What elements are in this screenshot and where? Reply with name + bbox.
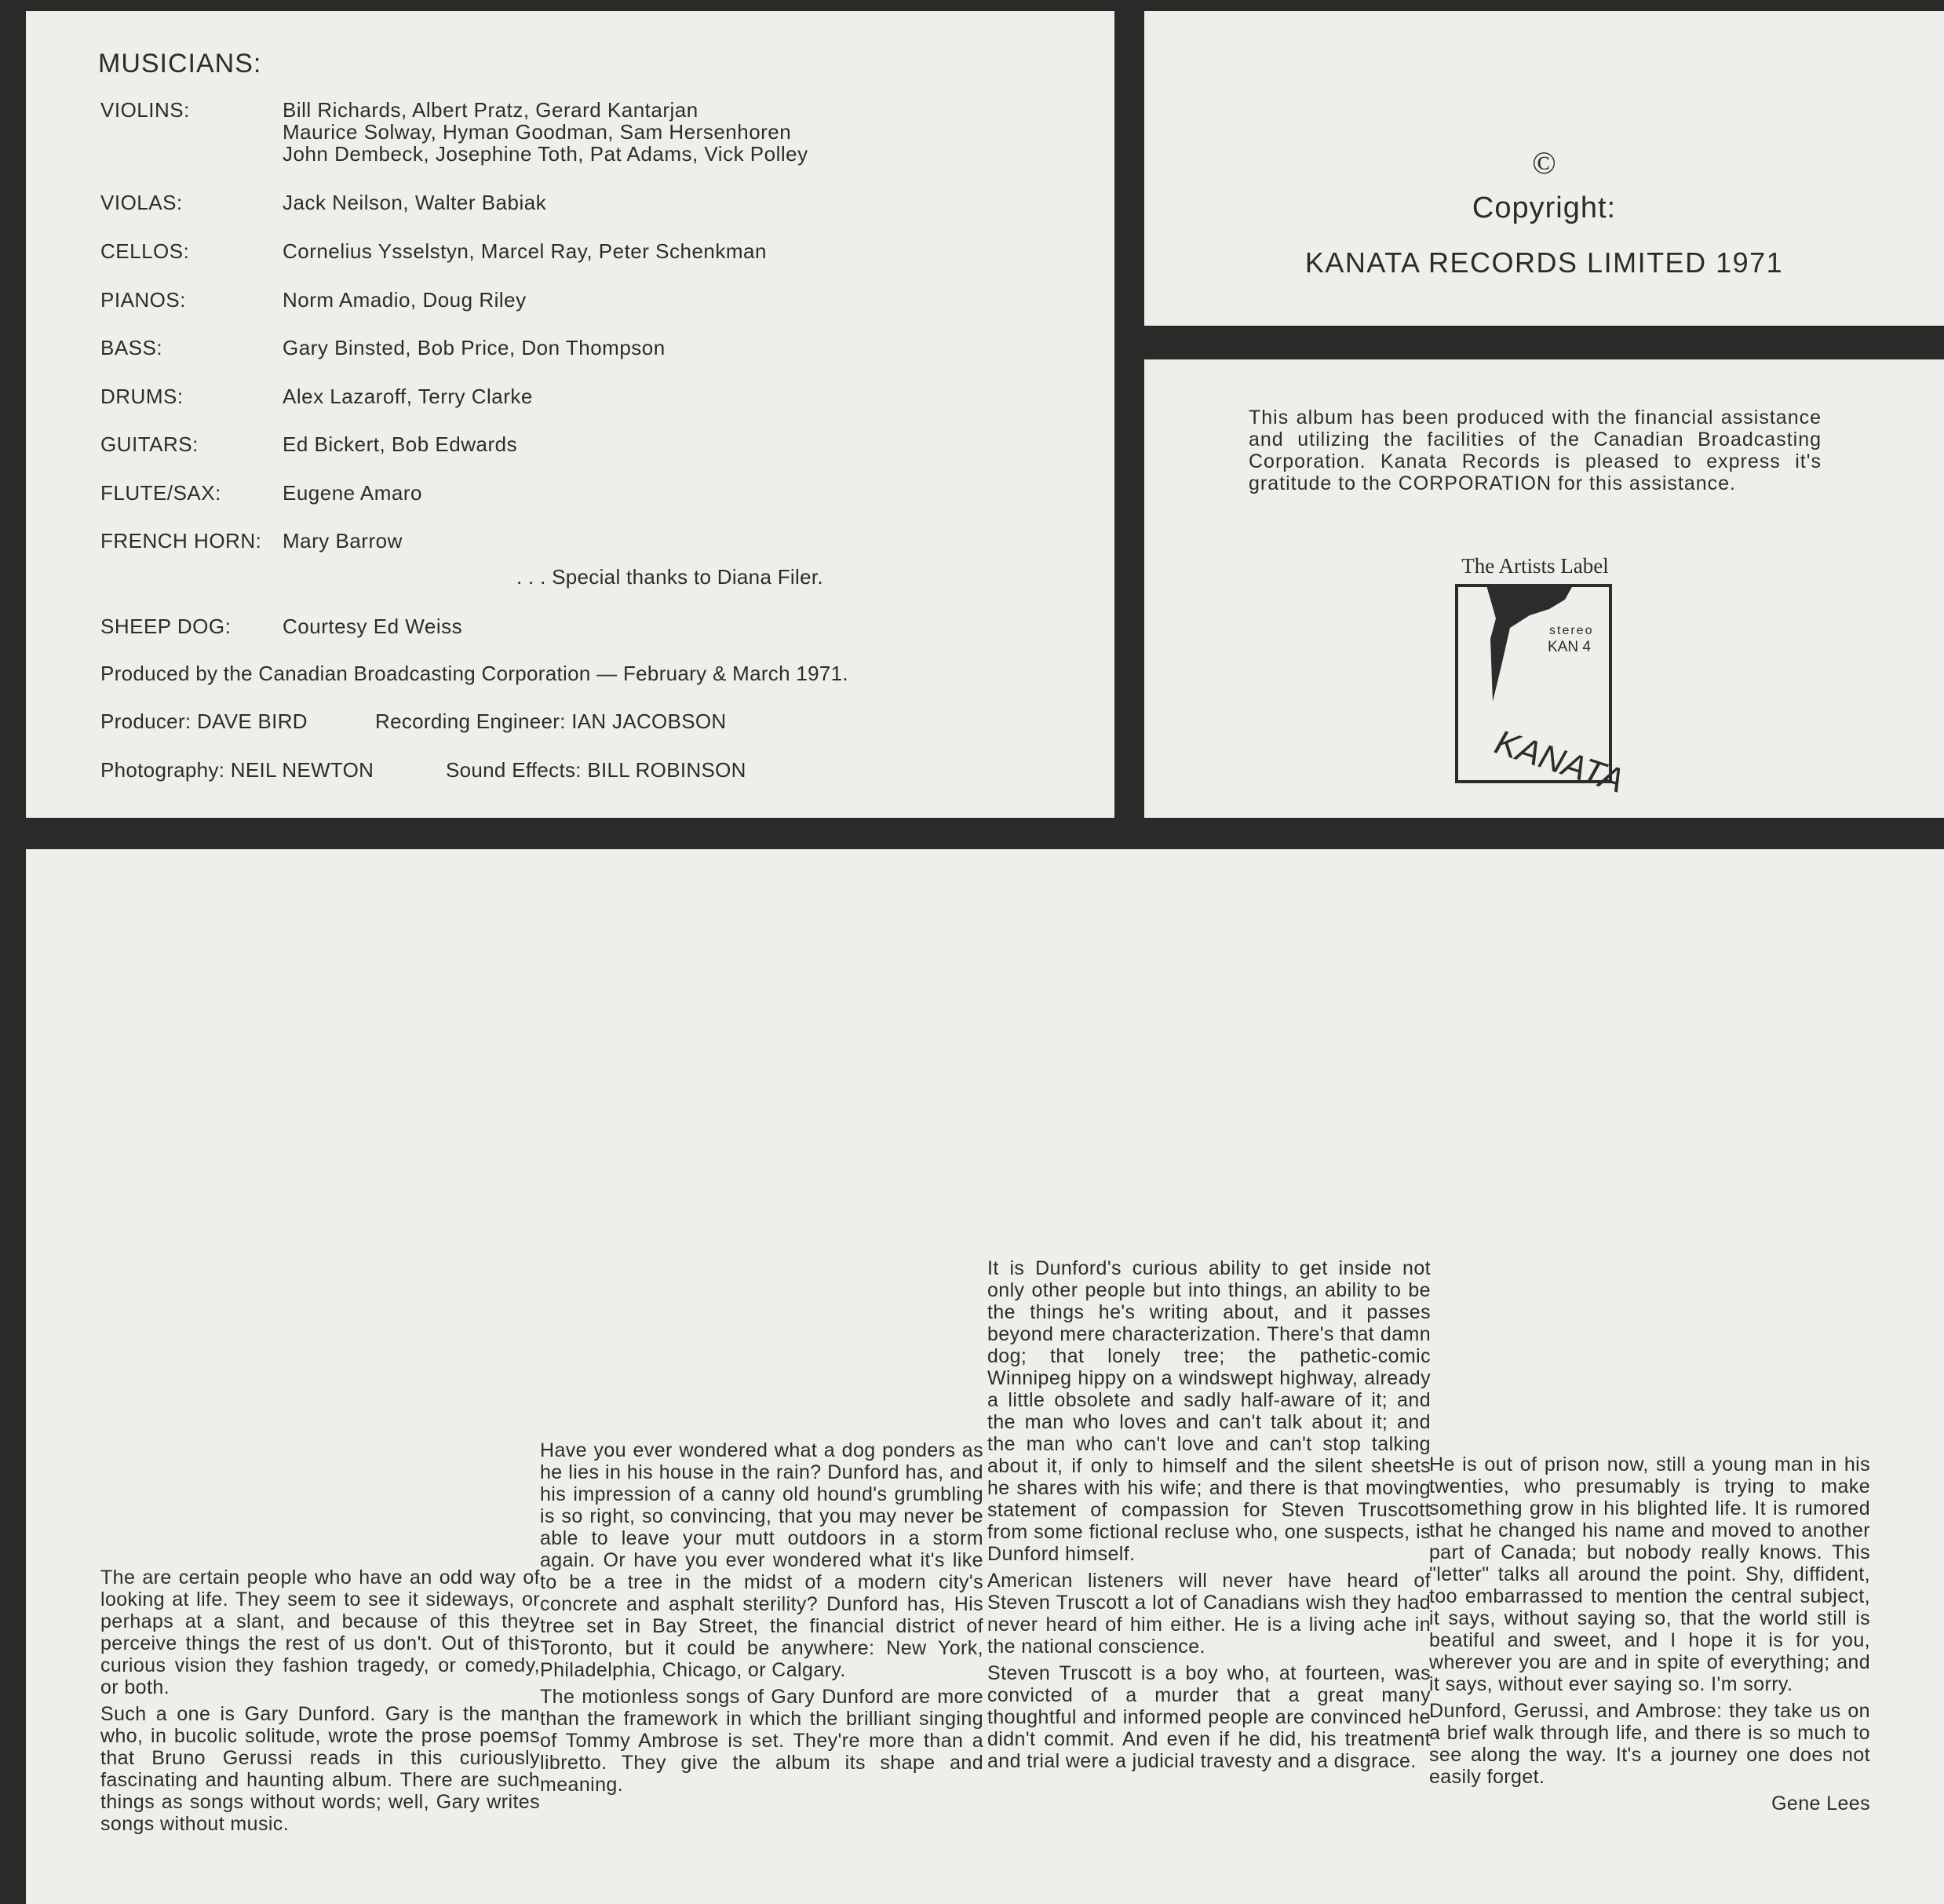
credit-value: Ed Bickert, Bob Edwards: [283, 432, 518, 456]
credit-label: PIANOS:: [100, 288, 186, 312]
liner-column-4: [1429, 1454, 1870, 1815]
producer-credit: Producer: DAVE BIRD: [100, 709, 308, 733]
assistance-panel: [1144, 359, 1944, 818]
credit-label: VIOLINS:: [100, 98, 190, 122]
liner-column-3: [987, 1257, 1431, 1777]
liner-paragraph: American listeners will never have heard of Steven Truscott a lot of Canadians wish they had never heard of him either. He is a living ache in the national conscience.: [987, 1570, 1431, 1658]
copyright-panel: [1144, 11, 1944, 326]
sound-effects-credit: Sound Effects: BILL ROBINSON: [446, 758, 746, 782]
liner-paragraph: Dunford, Gerussi, and Ambrose: they take us on a brief walk through life, and there is so much to see along the way. It's a journey one does not easily forget.: [1429, 1700, 1870, 1788]
liner-notes-panel: [26, 849, 1944, 1904]
credit-value: Courtesy Ed Weiss: [283, 615, 463, 638]
logo-catalog: KAN 4: [1548, 639, 1591, 655]
liner-column-1: [100, 1567, 540, 1840]
credit-value: Jack Neilson, Walter Babiak: [283, 191, 547, 214]
liner-paragraph: The are certain people who have an odd way of looking at life. They seem to see it sideways, or perhaps at a slant, and because of this they perceive things the rest of us don't. Out of this curious vision they fashion tragedy, or comedy, or both.: [100, 1567, 540, 1698]
credits-panel: [26, 11, 1114, 818]
logo-wordmark: KANATA: [1490, 722, 1629, 801]
copyright-owner: KANATA RECORDS LIMITED 1971: [1304, 246, 1784, 279]
credit-label: BASS:: [100, 336, 163, 359]
liner-paragraph: Have you ever wondered what a dog ponders as he lies in his house in the rain? Dunford has, and his impression of a canny old hound's grumbling is so right, so convincing, that you may never be able to leave your mutt outdoors in a storm again. Or have you ever wondered what it's like to be a tree in the midst of a modern city's concrete and asphalt sterility? Dunford has, His tree set in Bay Street, the financial district of Toronto, but it could be anywhere: New York, Philadelphia, Chicago, or Calgary.: [540, 1439, 983, 1681]
engineer-credit: Recording Engineer: IAN JACOBSON: [375, 709, 727, 733]
liner-paragraph: It is Dunford's curious ability to get inside not only other people but into things, an ability to be the things he's writing about, and it passes beyond mere characterization. There's that damn dog; that lonely tree; the pathetic-comic Winnipeg hippy on a windswept highway, already a little obsolete and sadly half-aware of it; and the man who loves and can't talk about it; and the man who can't love and can't stop talking about it, if only to himself and the silent sheets he shares with his wife; and there is that moving statement of compassion for Steven Truscott from some fictional recluse who, one suspects, is Dunford himself.: [987, 1257, 1431, 1565]
credit-label: CELLOS:: [100, 239, 190, 263]
produced-by: Produced by the Canadian Broadcasting Corporation — February & March 1971.: [100, 662, 848, 685]
credit-value: Gary Binsted, Bob Price, Don Thompson: [283, 336, 666, 359]
label-caption: The Artists Label: [1461, 554, 1609, 578]
liner-paragraph: Steven Truscott is a boy who, at fourteen, was convicted of a murder that a great many thoughtful and informed people are convinced he didn't commit. And even if he did, his treatment and trial were a judicial travesty and a disgrace.: [987, 1662, 1431, 1772]
credit-value: Maurice Solway, Hyman Goodman, Sam Hersenhoren: [283, 120, 792, 144]
credit-value: Cornelius Ysselstyn, Marcel Ray, Peter Schenkman: [283, 239, 767, 263]
liner-column-2: [540, 1439, 983, 1800]
musicians-heading: MUSICIANS:: [98, 49, 262, 78]
credit-label: SHEEP DOG:: [100, 615, 232, 638]
credit-label: VIOLAS:: [100, 191, 183, 214]
photography-credit: Photography: NEIL NEWTON: [100, 758, 374, 782]
assistance-text: This album has been produced with the financial assistance and utilizing the facilities of the Canadian Broadcasting Corporation. Kanata Records is pleased to express it's gratitude to the CORPORATION for this assistance.: [1249, 407, 1822, 494]
special-thanks: . . . Special thanks to Diana Filer.: [516, 565, 823, 589]
liner-paragraph: Such a one is Gary Dunford. Gary is the man who, in bucolic solitude, wrote the prose poems that Bruno Gerussi reads in this curiously fascinating and haunting album. There are such things as songs without words; well, Gary writes songs without music.: [100, 1703, 540, 1835]
credit-value: Norm Amadio, Doug Riley: [283, 288, 527, 312]
liner-paragraph: He is out of prison now, still a young man in his twenties, who presumably is trying to make something grow in his blighted life. It is rumored that he changed his name and moved to another part of Canada; but nobody really knows. This "letter" talks all around the point. Shy, diffident, too embarrassed to mention the central subject, it says, without saying so, that the world still is beatiful and sweet, and I hope it is for you, wherever you are and in spite of everything; and it says, without ever saying so. I'm sorry.: [1429, 1454, 1870, 1695]
credit-label: GUITARS:: [100, 432, 199, 456]
copyright-label: Copyright:: [1472, 191, 1617, 224]
copyright-symbol: ©: [1532, 145, 1556, 181]
credit-label: DRUMS:: [100, 385, 184, 408]
credit-value: Alex Lazaroff, Terry Clarke: [283, 385, 533, 408]
credit-label: FRENCH HORN:: [100, 529, 262, 553]
credit-label: FLUTE/SAX:: [100, 481, 221, 505]
author-signature: Gene Lees: [1771, 1793, 1870, 1815]
credit-value: Bill Richards, Albert Pratz, Gerard Kantarjan: [283, 98, 698, 122]
logo-stereo: stereo: [1549, 624, 1594, 637]
kanata-logo: [1455, 584, 1629, 801]
liner-paragraph: The motionless songs of Gary Dunford are more than the framework in which the brilliant singing of Tommy Ambrose is set. They're more than a libretto. They give the album its shape and meaning.: [540, 1686, 983, 1796]
credit-value: Eugene Amaro: [283, 481, 423, 505]
credit-value: John Dembeck, Josephine Toth, Pat Adams, Vick Polley: [283, 142, 808, 166]
credit-value: Mary Barrow: [283, 529, 403, 553]
